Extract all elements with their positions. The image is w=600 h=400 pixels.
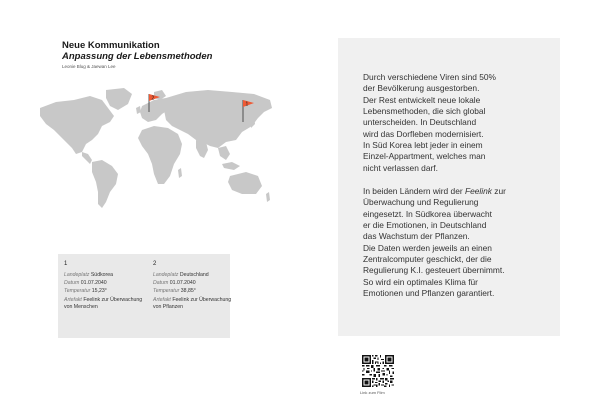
datum-row: Datum 01.07.2040 xyxy=(64,279,107,286)
story-panel xyxy=(338,38,560,336)
page-subtitle: Anpassung der Lebensmethoden xyxy=(62,51,213,62)
landeplatz-row: Landeplatz Südkorea xyxy=(64,271,114,278)
location-card-2 xyxy=(153,260,233,311)
authors-credit: Leonie Blug & Jaewan Lee xyxy=(62,64,116,69)
story-paragraph-2: In beiden Ländern wird der Feelink zur Überwachung und Regulierung eingesetzt. In Südkorea überwacht er die Emotionen, in Deutschland das Wachstum der Pflanzen. Die Daten werden jeweils an einen Zentralcomputer geschickt, der die Regulierung K.I. gesteuert übernimmt. So wird ein optimales Klima für Emotionen und Pflanzen garantiert. xyxy=(363,186,506,299)
location-number: 1 xyxy=(64,261,68,267)
temperatur-row: Temperatur 15,23° xyxy=(64,288,107,295)
landeplatz-row: Landeplatz Deutschland xyxy=(153,271,209,278)
marker-number: 2 xyxy=(151,95,155,102)
location-info-box xyxy=(58,254,230,338)
location-card-1 xyxy=(64,260,144,311)
artefakt-row: Artefakt Feelink zur Überwachung von Menschen xyxy=(64,296,143,310)
page-title: Neue Kommunikation xyxy=(62,40,160,51)
artefakt-row: Artefakt Feelink zur Überwachung von Pflanzen xyxy=(153,296,232,310)
map-landmass xyxy=(40,88,272,208)
world-map xyxy=(36,86,276,212)
temperatur-row: Temperatur 38,85° xyxy=(153,288,196,295)
qr-caption: Link zum Film xyxy=(360,390,385,395)
location-number: 2 xyxy=(153,261,157,267)
marker-number: 1 xyxy=(245,101,249,108)
qr-code[interactable] xyxy=(362,355,394,387)
story-paragraph-1: Durch verschiedene Viren sind 50% der Bevölkerung ausgestorben. Der Rest entwickelt neue lokale Lebensmethoden, die sich global unterscheiden. In Deutschland wird das Dorfleben modernisiert. In Süd Korea lebt jeder in einem Einzel-Appartment, welches man nicht verlassen darf. xyxy=(363,72,496,173)
datum-row: Datum 01.07.2040 xyxy=(153,279,196,286)
